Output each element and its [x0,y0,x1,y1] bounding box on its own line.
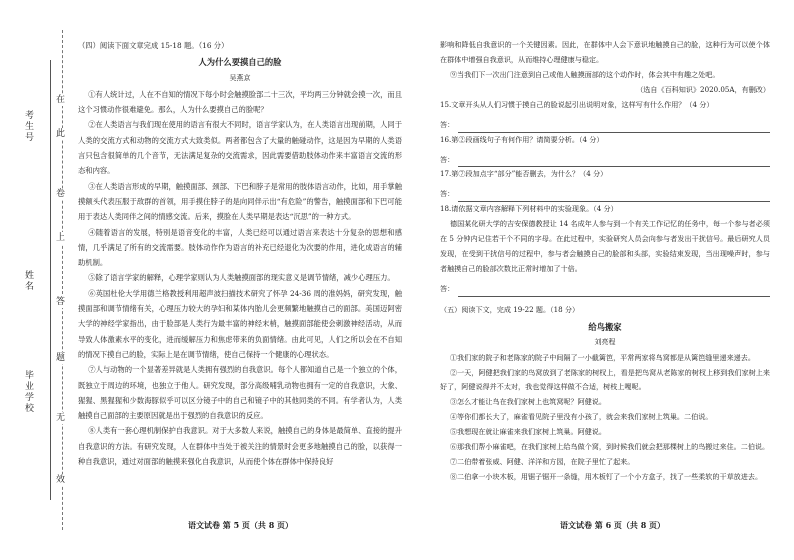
section-header: （四）阅读下面文章完成 15-18 题。（16 分） [78,41,229,50]
binding-char: 此 [56,129,66,139]
binding-char: 无 [56,413,66,423]
question-text: 第②段画线句子有何作用？请简要分析。（4 分） [451,134,604,144]
paragraph: 影响和降低自我意识的一个关键因素。因此，在群体中人会下意识地触摸自己的脸，这种行为可以使个体在群体中增强自我意识，从而维持心理健康与稳定。 [440,40,770,64]
paragraph: ⑧人类有一套心理机制保护自我意识。对于大多数人来说，触摸自己的身体是最简单、直接的提升自我意识的方法。有研究发现，人在群体中当处于被关注的情景时会更多地触摸自己的脸，以获得一种自我意识，通过对面部的触摸来强化自我意识，从而使个体在群体中保持良好 [78,426,402,467]
binding-char: 上 [56,233,66,243]
paragraph: ⑥英国杜伦大学用德兰格教授利用超声波扫描技术研究了怀孕 24-36 周的准妈妈，研究发现，触摸面部和调节情绪有关，心理压力较大的孕妇和某体内胎儿会更频繁地触摸自己的面部。美国迈阿密大学的神经学家指出，由于脸部是人类行为最丰富的神经末梢，触摸面部能使会刺激神经活动，从而导致人体激素水平的变化，进而缓解压力和焦虑带来的负面情绪。由此可见，人们之所以会在不自知的情况下摸自己的脸，实际上是在调节情绪，使自己保持一个健康的心理状态。 [78,288,402,359]
section-header: （五）阅读下文，完成 19-22 题。（18 分） [440,304,580,314]
question-text: 第⑦段加点字“部分”能否删去，为什么？（4 分） [451,169,608,179]
name-label: 姓名 [23,270,33,292]
paragraph: ⑧二伯拿一小块木板，用锯子锯开一条缝，用木板钉了一个小方盒子，找了一些柔软的干草放进去。 [449,471,763,481]
question-15 [440,98,770,113]
answer-label: 答： [440,189,455,199]
paragraph: ④等你们都长大了，麻雀看见院子里没有小孩了，就会来我们家树上筑巢。二伯说。 [449,412,713,422]
article-source: （选自《百科知识》2020.05A，有删改） [636,84,770,94]
answer-blank[interactable] [458,121,770,133]
paragraph: ②一天，阿健把我们家的鸟窝放到了老陈家的树杈上，看是把鸟窝从老陈家的树杈上移到我们家树上来好了，阿健说得并不太对，我也觉得这样做不合适，树枝上嘎呢。 [440,367,770,392]
answer-line[interactable] [440,147,770,167]
binding-margin [0,0,72,560]
answer-line[interactable] [440,182,770,202]
answer-blank[interactable] [458,155,770,167]
paragraph: ④随着语言的发展，特别是语音变化的丰富，人类已经可以通过语言来表达十分复杂的思想和感情，几乎满足了所有的交流需要。肢体动作作为语言的补充已经退化为次要的作用，进化成语言的辅助机制。 [78,227,402,268]
question-17 [440,167,770,182]
answer-label: 答： [440,119,455,129]
answer-line[interactable] [440,277,770,297]
paragraph: ⑦二伯带着张威、阿健、洋洋和方园，在院子里忙了起来。 [449,456,635,466]
binding-char: 题 [56,353,66,363]
question-18 [440,202,770,217]
question-number: 18. [440,204,452,214]
paragraph: ③怎么才能让鸟在我们家树上也筑窝呢？阿健说。 [449,397,606,407]
question-text: 文章开头从人们习惯于摸自己的脸说起引出说明对象，这样写有什么作用？（4 分） [451,99,714,109]
page-footer-left: 语文试卷 第 5 页（共 8 页） [188,520,294,530]
paragraph: ①有人统计过，人在不自知的情况下每小时会触摸脸部二十三次，平均两三分钟就会摸一次，而且这个习惯动作很难避免。那么，人为什么要摸自己的脸呢？ [78,89,402,115]
article-author: 刘亮程 [594,337,616,346]
question-text: 请依据文章内容解释下列材料中的实验现象。（4 分） [451,204,618,214]
answer-blank[interactable] [458,190,770,202]
binding-char: 卷 [56,189,66,199]
paragraph: ⑤除了语言学家的解释，心理学家则认为人类触摸面部的现实意义是调节情绪，减少心理压力。 [88,273,395,283]
paragraph: ⑨当我们下一次出门注意到自己或他人触摸面部的这个动作时，体会其中有趣之处吧。 [449,69,720,79]
binding-char: 在 [56,95,66,105]
question-number: 16. [440,134,452,144]
article-author: 吴燕京 [229,73,251,82]
paragraph: ③在人类语言形成的早期，触摸面部、颈部、下巴和脖子是常用的肢体语言动作，比如，用手掌触摸额头代表压服于敌群的首领，用手摸住脖子的是向同伴示出“有危险”的警告，触摸面部和下巴可能用于表达人类同伴之间的情感交流。后来，摸脸在人类早期是表达“沉思”的一种方式。 [78,181,402,222]
right-page [440,38,770,485]
paragraph: ①我们家的院子和老陈家的院子中间隔了一小截篱笆，平常两家将鸟窝都是从篱笆缝里递来递去。 [449,352,755,362]
article-title: 给鸟搬家 [588,321,622,332]
paragraph: ⑦人与动物的一个显著差异就是人类拥有强烈的自我意识。每个人都知道自己是一个独立的个体，既独立于周边的环境，也独立于他人。研究发现，部分高级哺乳动物也拥有一定的自我意识，大象、猩猩、黑猩猩和少数海豚似乎可以区分镜子中的自己和镜子中的其他同类的不同。有学者认为，人类触摸自己面部的主要原因就是出于强烈的自我意识的反应。 [78,365,402,421]
answer-blank[interactable] [458,285,770,297]
school-label: 毕业学校 [23,370,33,414]
question-number: 17. [440,169,452,179]
paragraph: ⑤我想现在就让麻雀来我们家树上筑巢。阿健说。 [449,427,606,437]
paragraph: ②在人类语言与我们现在使用的语言有很大不同时，语言学家认为，在人类语言出现前期，人同于人类的交流方式和动物的交流方式大致类似。两者都包含了大量的触碰动作，这是因为早期的人类语言只包含很简单的几个音节，无法满足复杂的交流需求，因此需要借助肢体动作来丰富语言交流的形态和内容。 [78,120,402,176]
article-title: 人为什么要摸自己的脸 [198,57,282,68]
paragraph: ⑥那我们帮小麻雀吧，在我们家树上给鸟做个窝，到时候我们就会把那棵树上的鸟搬过来住。二伯说。 [449,442,770,452]
answer-label: 答： [440,283,455,293]
binding-char: 效 [56,475,66,485]
answer-label: 答： [440,154,455,164]
answer-line[interactable] [440,113,770,133]
exam-number-label: 考生号 [23,110,33,143]
question-16 [440,133,770,148]
left-page [78,38,402,469]
question-number: 15. [440,99,452,109]
question-material: 德国某化研大学的吉安保德教授让 14 名成年人参与到一个有关工作记忆的任务中，每一个参与者必须在 5 分钟内记住若干个不同的字母。在此过程中，实验研究人员会向参与者发出干扰信号。最后研究人员发现，在受到干扰信号的过程中，参与者会触摸自己的脸部和头部，实验结束发现，当出现噪声时，参与者触摸自己的脸部次数比正常时增加了十倍。 [440,219,770,273]
page-footer-right: 语文试卷 第 6 页（共 8 页） [560,520,666,530]
binding-char: 答 [56,297,66,307]
binding-line [50,60,51,500]
